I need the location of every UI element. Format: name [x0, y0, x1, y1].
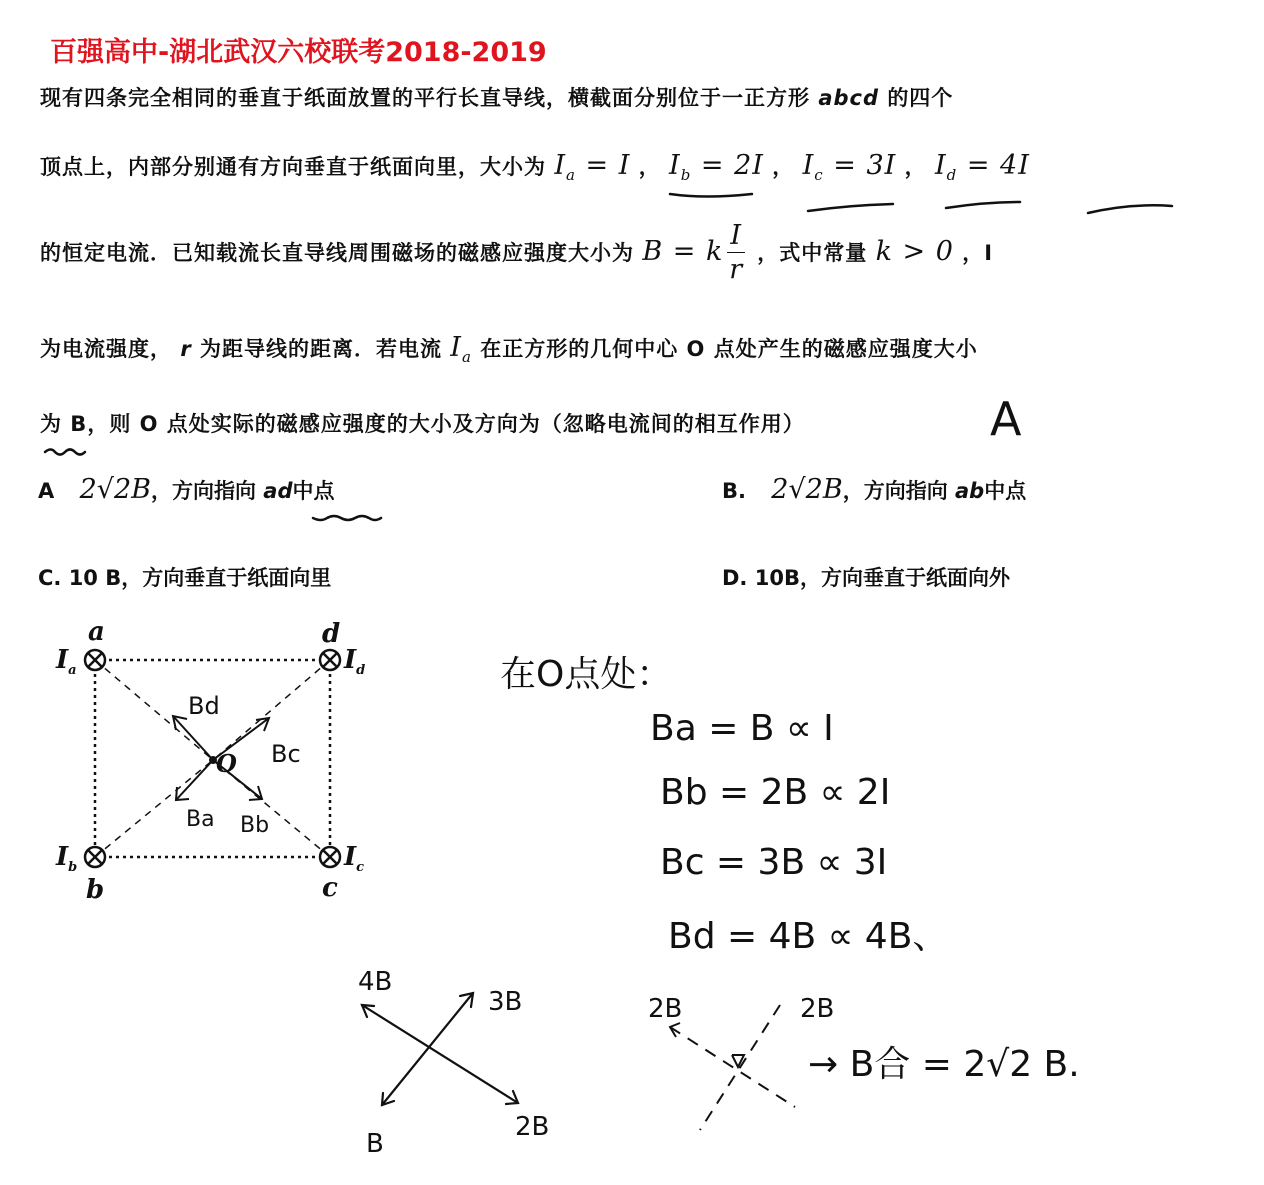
- question-text: 顶点上，内部分别通有方向垂直于纸面向里，大小为: [40, 155, 546, 179]
- label-id: $I_d$: [344, 645, 366, 678]
- note-line-3: Bc = 3B ∝ 3I: [660, 842, 888, 883]
- sketch-4b: 4B: [358, 967, 393, 997]
- label-d: d: [322, 619, 341, 649]
- sketch-3b: 3B: [488, 987, 523, 1017]
- sketch-2b-left: 2B: [648, 994, 683, 1024]
- label-bd: Bd: [188, 692, 220, 720]
- underline-marks: [0, 0, 1264, 560]
- question-line-3: 的恒定电流．已知载流长直导线周围磁场的磁感应强度大小为 B = k $\frac{I}{r}$ ，式中常量 k > 0 ，I: [40, 220, 994, 285]
- question-line-2: 顶点上，内部分别通有方向垂直于纸面向里，大小为 $I_a = I$ ， $I_b = 2I$ ， $I_c = 3I$ ， $I_d = 4I$: [40, 150, 1030, 184]
- label-ba: Ba: [186, 807, 215, 832]
- current-c: $I_c = 3I$: [802, 150, 897, 184]
- label-ia: $I_a$: [56, 645, 77, 678]
- note-line-4: Bd = 4B ∝ 4B、: [668, 916, 949, 957]
- resultant-result: → B合 = 2√2 B.: [808, 1044, 1080, 1085]
- question-text: 的四个: [887, 86, 954, 110]
- note-line-2: Bb = 2B ∝ 2I: [660, 772, 891, 813]
- notes-heading: 在O点处：: [500, 654, 673, 695]
- note-line-1: Ba = B ∝ I: [650, 708, 834, 749]
- label-a: a: [88, 617, 105, 647]
- label-bb: Bb: [240, 813, 270, 838]
- sketch-2b-right: 2B: [800, 994, 835, 1024]
- current-a: $I_a = I$: [554, 150, 631, 184]
- option-a: A 2√2B，方向指向 ad中点: [38, 474, 335, 505]
- sketch-b: B: [366, 1129, 384, 1159]
- label-bc: Bc: [271, 740, 301, 768]
- current-a-ref: $I_a$: [450, 332, 472, 366]
- label-o: O: [216, 749, 237, 778]
- option-d: D. 10B，方向垂直于纸面向外: [722, 566, 1010, 590]
- current-d: $I_d = 4I$: [934, 150, 1030, 184]
- question-text: 的恒定电流．已知载流长直导线周围磁场的磁感应强度大小为: [40, 241, 634, 265]
- square-figure: [28, 612, 408, 912]
- question-line-4: 为电流强度， r 为距导线的距离．若电流 $I_a$ 在正方形的几何中心 O 点处产生的磁感应强度大小: [40, 332, 978, 366]
- option-c: C. 10 B，方向垂直于纸面向里: [38, 566, 332, 590]
- answer-mark: A: [990, 392, 1022, 446]
- label-ic: $I_c$: [344, 842, 365, 875]
- question-text: 现有四条完全相同的垂直于纸面放置的平行长直导线，横截面分别位于一正方形: [40, 86, 810, 110]
- square-name: abcd: [818, 86, 879, 110]
- label-ib: $I_b$: [56, 842, 78, 875]
- question-line-5: 为 B，则 O 点处实际的磁感应强度的大小及方向为（忽略电流间的相互作用）: [40, 412, 805, 436]
- label-b: b: [86, 875, 105, 905]
- sketch-2b: 2B: [515, 1112, 550, 1142]
- label-c: c: [322, 873, 338, 903]
- k-condition: k > 0: [875, 236, 954, 267]
- option-b: B. 2√2B，方向指向 ab中点: [722, 474, 1027, 505]
- field-formula: B = k $\frac{I}{r}$: [642, 220, 744, 285]
- page-title: 百强高中-湖北武汉六校联考2018-2019: [50, 37, 547, 68]
- vector-sketch: [340, 960, 580, 1170]
- current-b: $I_b = 2I$: [669, 150, 764, 184]
